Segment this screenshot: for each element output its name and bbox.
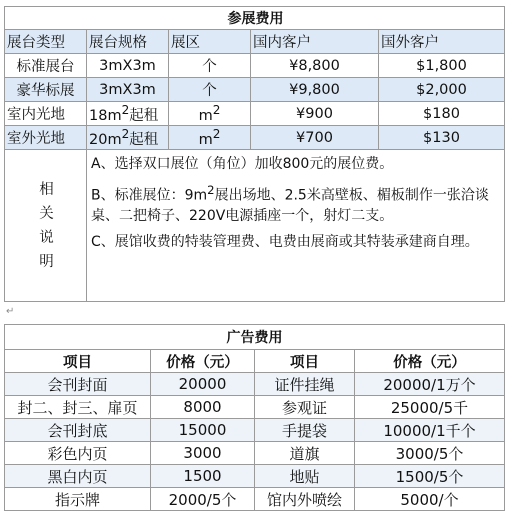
header-booth-spec: 展台规格 (87, 30, 169, 54)
notes-label (5, 150, 87, 302)
table-row (5, 442, 505, 465)
price-domestic: ¥8,800 (251, 54, 379, 78)
advertising-header-row (5, 350, 505, 373)
ad-price: 5000/个 (355, 488, 505, 511)
table-row (5, 54, 505, 78)
price-domestic: ¥900 (251, 102, 379, 126)
booth-area: 个 (169, 78, 251, 102)
ad-item: 手提袋 (255, 419, 355, 442)
ad-item: 参观证 (255, 396, 355, 419)
area-unit: m (198, 131, 213, 148)
booth-area: 个 (169, 54, 251, 78)
booth-area (169, 102, 251, 126)
ad-item: 会刊封面 (5, 373, 151, 396)
header-item: 项目 (255, 350, 355, 373)
price-foreign: $2,000 (379, 78, 505, 102)
table-row (5, 419, 505, 442)
ad-item: 地贴 (255, 465, 355, 488)
ad-price: 1500/5个 (355, 465, 505, 488)
table-row (5, 373, 505, 396)
note-b-start: B、标准展位：9m (91, 187, 208, 204)
ad-price: 20000/1万个 (355, 373, 505, 396)
note-b (91, 180, 500, 226)
ad-item: 馆内外喷绘 (255, 488, 355, 511)
booth-spec: 3mX3m (87, 54, 169, 78)
ad-price: 20000 (151, 373, 255, 396)
ad-price: 15000 (151, 419, 255, 442)
ad-price: 2000/5个 (151, 488, 255, 511)
area-unit: m (198, 107, 213, 124)
advertising-table-title: 广告费用 (5, 325, 505, 350)
booth-type: 标准展台 (5, 54, 87, 78)
spec-suffix: 起租 (129, 131, 159, 148)
notes-row (5, 150, 505, 302)
price-domestic: ¥700 (251, 126, 379, 150)
ad-item: 彩色内页 (5, 442, 151, 465)
booth-area (169, 126, 251, 150)
notes-content (87, 150, 505, 302)
ad-price: 3000/5个 (355, 442, 505, 465)
exhibition-table-title: 参展费用 (5, 7, 505, 30)
price-foreign: $180 (379, 102, 505, 126)
note-a: A、选择双口展位（角位）加收800元的展位费。 (91, 156, 394, 172)
booth-spec (87, 102, 169, 126)
ad-item: 封二、封三、扉页 (5, 396, 151, 419)
header-item: 项目 (5, 350, 151, 373)
header-price: 价格（元） (151, 350, 255, 373)
ad-item: 会刊封底 (5, 419, 151, 442)
table-row (5, 126, 505, 150)
price-foreign: $130 (379, 126, 505, 150)
price-foreign: $1,800 (379, 54, 505, 78)
spec-size: 18m (89, 107, 122, 124)
notes-label-char: 明 (39, 253, 54, 270)
note-b-rest: 展出场地、2.5米高壁板、楣板制作一张洽谈桌、二把椅子、220V电源插座一个，射灯二支。 (91, 187, 489, 224)
notes-label-char: 相 (39, 181, 54, 198)
table-row (5, 396, 505, 419)
ad-price: 1500 (151, 465, 255, 488)
note-b-superscript: 2 (207, 183, 215, 197)
header-domestic: 国内客户 (251, 30, 379, 54)
spec-suffix: 起租 (129, 107, 159, 124)
notes-label-char: 说 (39, 229, 54, 246)
table-row (5, 488, 505, 511)
ad-item: 黑白内页 (5, 465, 151, 488)
ad-price: 8000 (151, 396, 255, 419)
header-booth-type: 展台类型 (5, 30, 87, 54)
note-c: C、展馆收费的特装管理费、电费由展商或其特装承建商自理。 (91, 233, 479, 250)
area-superscript: 2 (212, 127, 221, 142)
ad-item: 证件挂绳 (255, 373, 355, 396)
advertising-fee-table (4, 324, 505, 511)
header-foreign: 国外客户 (379, 30, 505, 54)
ad-item: 指示牌 (5, 488, 151, 511)
table-row (5, 78, 505, 102)
table-row (5, 465, 505, 488)
ad-item: 道旗 (255, 442, 355, 465)
booth-type: 室内光地 (5, 102, 87, 126)
ad-price: 3000 (151, 442, 255, 465)
spec-superscript: 2 (121, 126, 130, 141)
area-superscript: 2 (212, 103, 221, 118)
ad-price: 10000/1千个 (355, 419, 505, 442)
spec-size: 20m (89, 131, 122, 148)
price-domestic: ¥9,800 (251, 78, 379, 102)
paragraph-mark: ↵ (6, 306, 15, 317)
booth-type: 豪华标展 (5, 78, 87, 102)
exhibition-fee-table (4, 6, 505, 302)
header-price: 价格（元） (355, 350, 505, 373)
ad-price: 25000/5千 (355, 396, 505, 419)
header-area: 展区 (169, 30, 251, 54)
booth-spec: 3mX3m (87, 78, 169, 102)
table-row (5, 102, 505, 126)
spec-superscript: 2 (121, 102, 130, 117)
booth-type: 室外光地 (5, 126, 87, 150)
exhibition-header-row (5, 30, 505, 54)
booth-spec (87, 126, 169, 150)
notes-label-char: 关 (39, 205, 54, 222)
